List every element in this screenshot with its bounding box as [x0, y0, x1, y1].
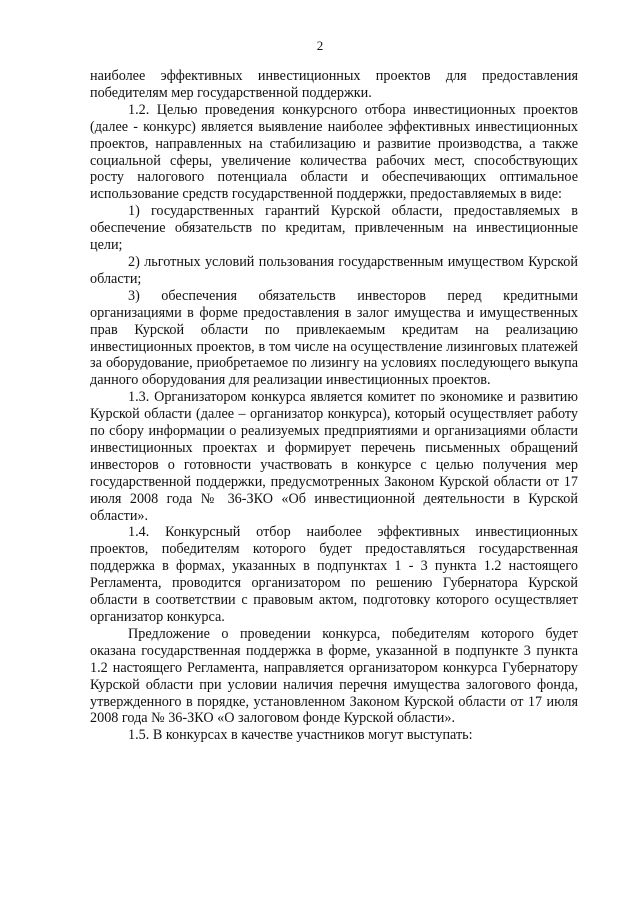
paragraph-1-4-proposal: Предложение о проведении конкурса, победителям которого будет оказана государственная поддержка в форме, указанной в подпункте 3 пункта 1.2 настоящего Регламента, направляется организатором конкурса Губернатору Курской области при условии наличия перечня имущества залогового фонда, утвержденного в порядке, установленном Законом Курской области от 17 июля 2008 года № 36-ЗКО «О залоговом фонде Курской области». [90, 625, 578, 727]
page-number: 2 [316, 38, 324, 53]
paragraph-1-2-item-3: 3) обеспечения обязательств инвесторов перед кредитными организациями в форме предоставления в залог имущества и имущественных прав Курской области по привлекаемым кредитам на реализацию инвестиционных проектов, в том числе на осуществление лизинговых платежей за оборудование, приобретаемое по лизингу на условиях последующего выкупа данного оборудования для реализации инвестиционных проектов. [90, 287, 578, 389]
paragraph-1-2: 1.2. Целью проведения конкурсного отбора инвестиционных проектов (далее - конкурс) является выявление наиболее эффективных инвестиционных проектов, направленных на стабилизацию и развитие производства, а также социальной сферы, увеличение количества рабочих мест, способствующих росту налогового потенциала области и обеспечивающих оптимальное использование средств государственной поддержки, предоставляемых в виде: [90, 101, 578, 203]
paragraph-1-2-item-1: 1) государственных гарантий Курской области, предоставляемых в обеспечение обязательств по кредитам, привлеченным на инвестиционные цели; [90, 203, 578, 254]
document-body [90, 68, 578, 744]
paragraph-1-5: 1.5. В конкурсах в качестве участников могут выступать: [128, 727, 473, 744]
paragraph-1-3: 1.3. Организатором конкурса является комитет по экономике и развитию Курской области (далее – организатор конкурса), который осуществляет работу по сбору информации о реализуемых предприятиями и организациями области инвестиционных проектах и формирует перечень письменных обращений инвесторов о готовности участвовать в конкурсе с целью получения мер государственной поддержки, предусмотренных Законом Курской области от 17 июля 2008 года № 36-ЗКО «Об инвестиционной деятельности в Курской области». [90, 389, 578, 524]
paragraph-1-4: 1.4. Конкурсный отбор наиболее эффективных инвестиционных проектов, победителям которого будет предоставляться государственная поддержка в формах, указанных в подпунктах 1 - 3 пункта 1.2 настоящего Регламента, проводится организатором по решению Губернатора Курской области в соответствии с правовым актом, подготовку которого осуществляет организатор конкурса. [90, 524, 578, 625]
paragraph-intro-continuation: наиболее эффективных инвестиционных проектов для предоставления победителям мер государственной поддержки. [90, 68, 578, 101]
paragraph-1-2-item-2: 2) льготных условий пользования государственным имуществом Курской области; [90, 253, 578, 287]
